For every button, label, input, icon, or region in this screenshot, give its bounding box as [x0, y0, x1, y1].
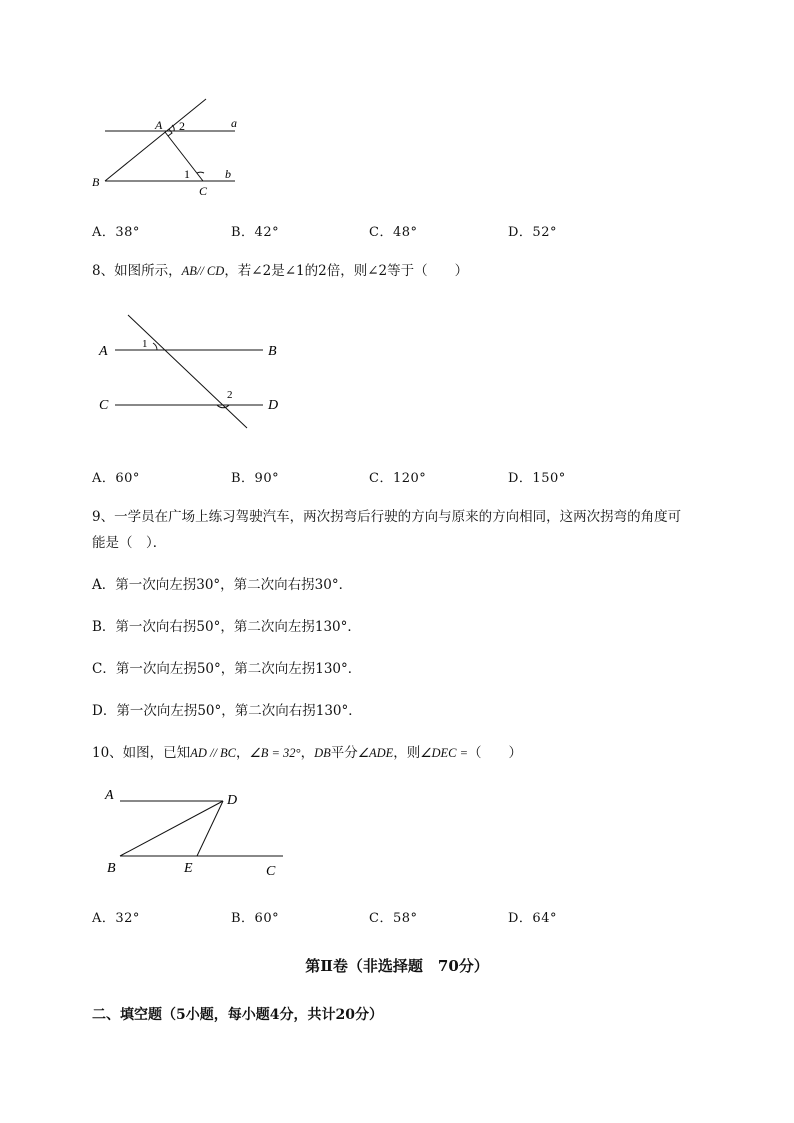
label-c: C [99, 398, 109, 413]
q7-option-a[interactable]: A．38° [92, 225, 140, 240]
label-b-point: B [92, 175, 100, 189]
q10-math-db: DB [314, 746, 331, 760]
q9-option-b[interactable]: B．第一次向右拐50°，第二次向左拐130°． [92, 619, 361, 635]
label-line-a: a [231, 116, 237, 130]
label-angle-2: 2 [179, 119, 185, 133]
q8-prefix: 8、如图所示， [92, 263, 182, 279]
label-c-point: C [199, 184, 208, 198]
q8-option-b[interactable]: B．90° [231, 471, 280, 486]
q10-option-d[interactable]: D．64° [508, 911, 557, 926]
part-heading: 二、填空题（5小题，每小题4分，共计20分） [92, 1007, 383, 1023]
q8-suffix: ，若∠2是∠1的2倍，则∠2等于（ ） [224, 263, 469, 279]
q8-question [92, 261, 468, 281]
label-a: A [99, 344, 108, 359]
angle-1-arc [197, 172, 204, 173]
q10-figure [95, 782, 295, 882]
q10-prefix: 10、如图，已知 [92, 745, 191, 761]
segment-bd [120, 801, 223, 856]
label-e: E [184, 861, 193, 876]
q7-figure [88, 92, 258, 202]
q9-question-line1: 9、一学员在广场上练习驾驶汽车，两次拐弯后行驶的方向与原来的方向相同，这两次拐弯的角度可 [92, 509, 682, 525]
q10-math-angle-dec: ∠DEC = [420, 746, 469, 760]
q10-suffix: （ ） [468, 745, 523, 761]
q9-option-a[interactable]: A．第一次向左拐30°，第二次向右拐30°． [92, 577, 353, 593]
transversal [128, 315, 247, 428]
section-title: 第Ⅱ卷（非选择题 70分） [305, 957, 489, 975]
q10-mid: 平分 [330, 745, 358, 761]
label-a-point: A [155, 118, 163, 132]
segment-de [197, 801, 223, 856]
q10-math-parallel: AD // BC [190, 746, 237, 760]
q8-option-c[interactable]: C．120° [369, 471, 427, 486]
q9-option-c[interactable]: C．第一次向左拐50°，第二次向左拐130°． [92, 661, 362, 677]
q8-math: AB// CD [181, 264, 225, 278]
label-angle-1: 1 [142, 338, 148, 350]
q9-option-d[interactable]: D．第一次向左拐50°，第二次向右拐130°． [92, 703, 362, 719]
label-a: A [105, 788, 114, 803]
q7-option-b[interactable]: B．42° [231, 225, 280, 240]
q8-option-a[interactable]: A．60° [92, 471, 140, 486]
right-angle-mark [168, 129, 172, 136]
q10-sep: ，则 [393, 745, 421, 761]
label-b: B [268, 344, 277, 359]
q10-option-b[interactable]: B．60° [231, 911, 280, 926]
label-d: D [227, 793, 238, 808]
angle-2-arc [172, 125, 174, 131]
label-c: C [266, 864, 276, 879]
q10-math-angle-b: ∠B = 32° [249, 746, 301, 760]
q10-sep: ， [236, 745, 250, 761]
q8-option-d[interactable]: D．150° [508, 471, 566, 486]
transversal [105, 99, 206, 181]
label-b: B [107, 861, 116, 876]
label-d: D [268, 398, 279, 413]
q10-math-angle-ade: ∠ADE [357, 746, 394, 760]
label-angle-2: 2 [227, 389, 233, 401]
q7-option-d[interactable]: D．52° [508, 225, 557, 240]
label-angle-1: 1 [184, 167, 190, 181]
label-line-b: b [225, 167, 231, 181]
q9-question-line2: 能是（ ）． [92, 535, 167, 551]
q10-sep: ， [300, 745, 315, 761]
angle-1-arc [153, 343, 157, 350]
q8-figure [90, 305, 290, 435]
q10-question [92, 743, 522, 763]
q10-option-c[interactable]: C．58° [369, 911, 418, 926]
q7-option-c[interactable]: C．48° [369, 225, 418, 240]
q10-option-a[interactable]: A．32° [92, 911, 140, 926]
